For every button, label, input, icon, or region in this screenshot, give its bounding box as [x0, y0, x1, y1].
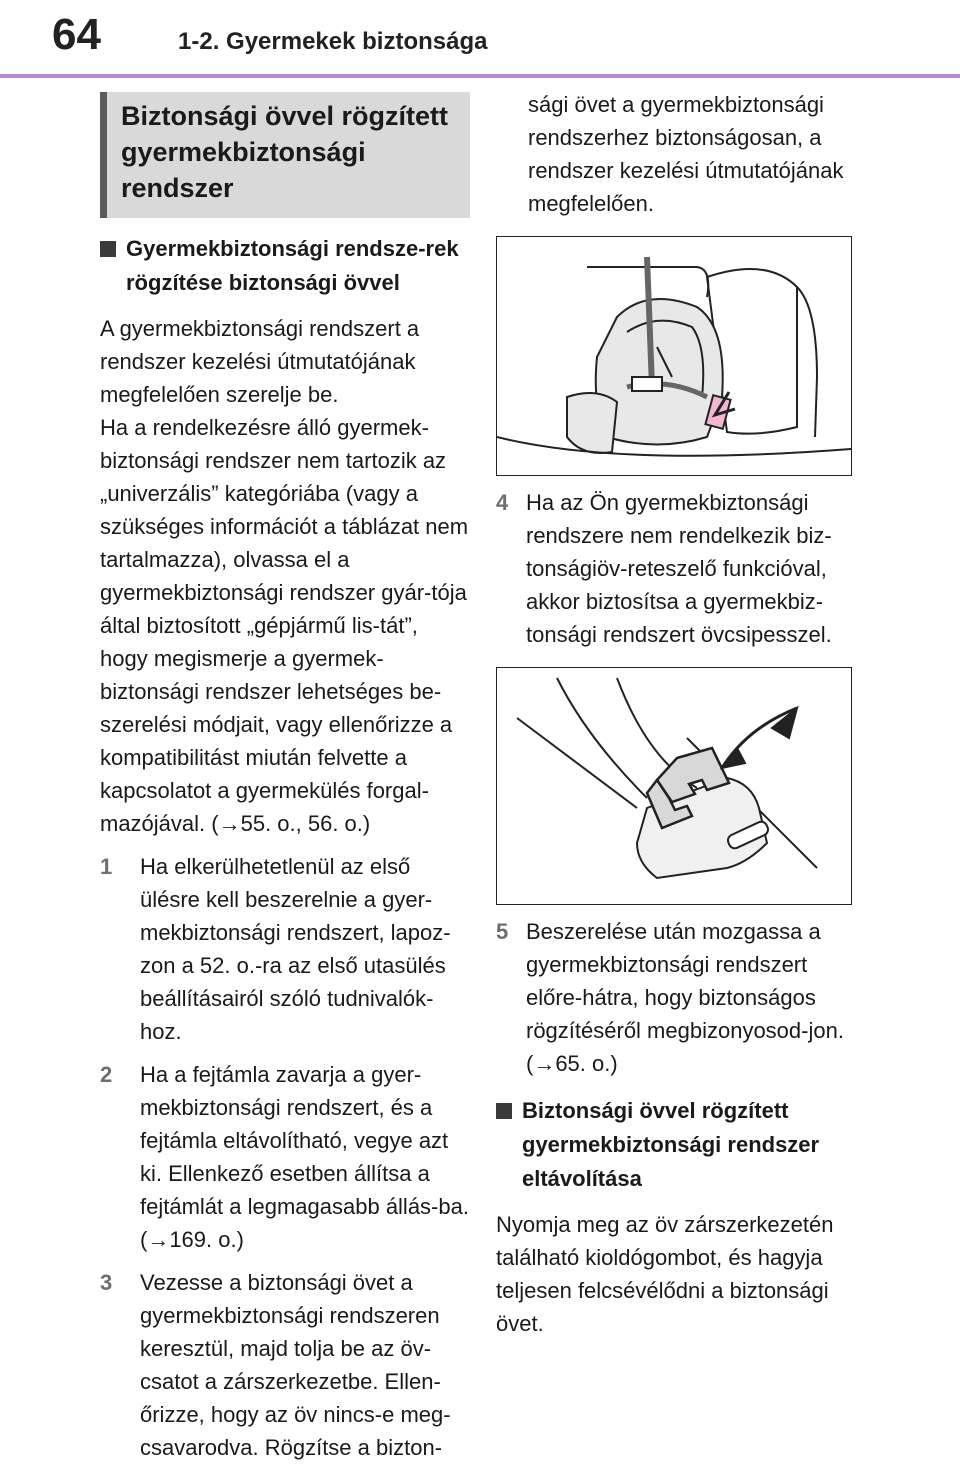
intro-paragraph: A gyermekbiztonsági rendszert a rendszer kezelési útmutatójának megfelelően szerelje be. — [100, 316, 420, 407]
compatibility-paragraph: Ha a rendelkezésre álló gyermek-biztonsági rendszer nem tartozik az „univerzális” kategóriába (vagy a szükséges információt a táblázat nem tartalmazza), olvassa el a gyermekbiztonsági rendszer gyár-tója által biztosított „gépjármű lis-tát”, hogy megismerje a gyermek-biztonsági rendszer lehetséges be-szerelési módjait, vagy ellenőrizze a kompatibilitást miután felvette a kapcsolatot a gyermekülés forgal-mazójával. (→55. o., 56. o.) — [100, 415, 469, 836]
page-number: 64 — [52, 10, 101, 59]
header-rule — [0, 74, 960, 78]
child-seat-drawing — [497, 237, 851, 475]
step-5 — [496, 915, 866, 1080]
child-seat-illustration — [496, 236, 852, 476]
step-text: Ha az Ön gyermekbiztonsági rendszere nem rendelkezik biz-tonságiöv-reteszelő funkcióval, akkor biztosítsa a gyermekbiz-tonsági rendszert övcsipesszel. — [526, 490, 832, 647]
step-4 — [496, 486, 866, 651]
section-title: Biztonsági övvel rögzített gyermekbiztonsági rendszer — [100, 92, 470, 218]
step-1 — [100, 850, 470, 1048]
subheading-install — [100, 232, 470, 300]
step-text: Ha a fejtámla zavarja a gyer-mekbiztonsági rendszert, és a fejtámla eltávolítható, vegye azt ki. Ellenkező esetben állítsa a fejtámlát a legmagasabb állás-ba. (→169. o.) — [140, 1062, 469, 1252]
step-3-continuation: sági övet a gyermekbiztonsági rendszerhez biztonságosan, a rendszer kezelési útmutatójának megfelelően. — [528, 92, 844, 216]
step-number: 4 — [496, 490, 509, 515]
subheading-install-text: Gyermekbiztonsági rendsze-rek rögzítése biztonsági övvel — [126, 236, 459, 295]
bullet-square-icon — [100, 241, 116, 257]
step-number: 2 — [100, 1062, 113, 1087]
step-text: Ha elkerülhetetlenül az első ülésre kell beszerelnie a gyer-mekbiztonsági rendszert, lapoz-zon a 52. o.-ra az első utasülés beállításairól szóló tudnivalók-hoz. — [140, 854, 451, 1044]
locking-clip-illustration — [496, 667, 852, 905]
step-number: 3 — [100, 1270, 113, 1295]
step-number: 1 — [100, 854, 113, 879]
right-column — [496, 88, 866, 1340]
step-text: Beszerelése után mozgassa a gyermekbiztonsági rendszert előre-hátra, hogy biztonságos rögzítéséről megbizonyosod-jon. (→65. o.) — [526, 919, 844, 1076]
step-3 — [100, 1266, 470, 1464]
step-2 — [100, 1058, 470, 1256]
subheading-removal-text: Biztonsági övvel rögzített gyermekbiztonsági rendszer eltávolítása — [522, 1098, 820, 1191]
left-column — [100, 92, 470, 1464]
step-text: Vezesse a biztonsági övet a gyermekbiztonsági rendszeren keresztül, majd tolja be az öv-csatot a zárszerkezetbe. Ellen-őrizze, hogy az öv nincs-e meg-csavarodva. Rögzítse a bizton- — [140, 1270, 451, 1460]
locking-clip-drawing — [497, 668, 851, 904]
subheading-removal — [496, 1094, 866, 1196]
step-number: 5 — [496, 919, 509, 944]
chapter-title: 1-2. Gyermekek biztonsága — [178, 28, 488, 55]
removal-paragraph: Nyomja meg az öv zárszerkezetén található kioldógombot, és hagyja teljesen felcsévélődni a biztonsági övet. — [496, 1212, 834, 1336]
bullet-square-icon — [496, 1103, 512, 1119]
page-header — [0, 0, 960, 76]
